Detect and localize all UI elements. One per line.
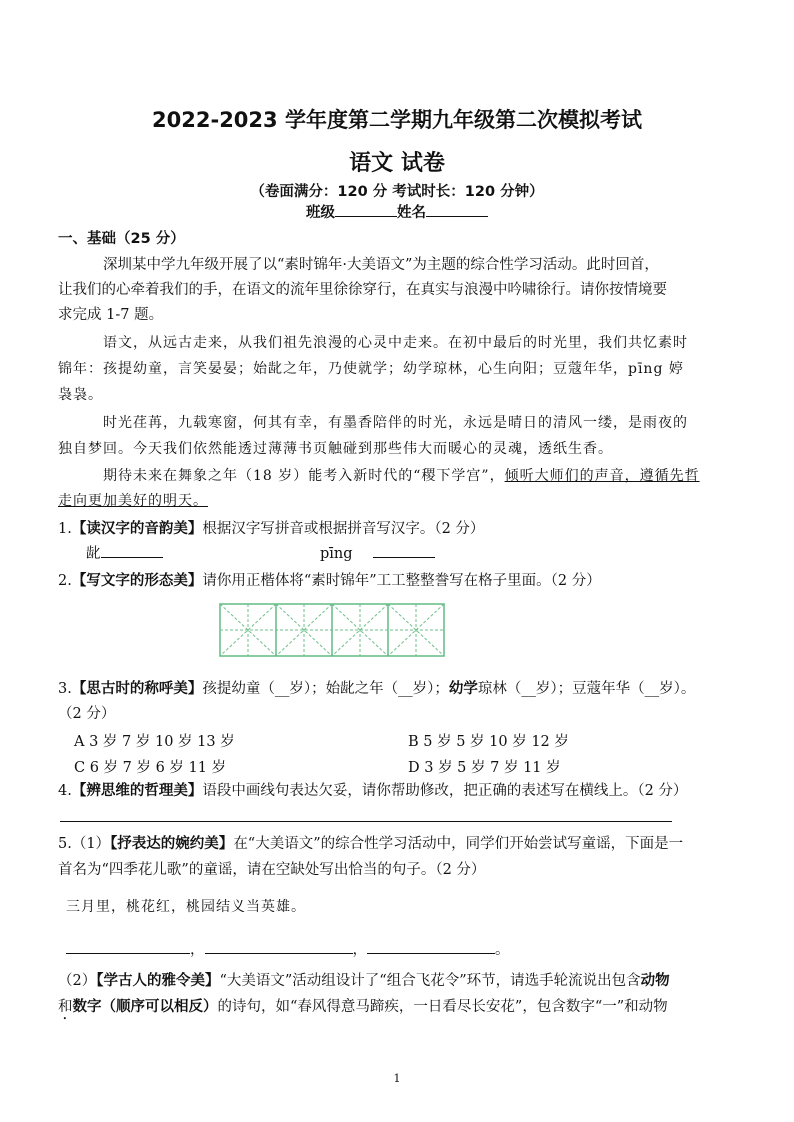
q5-period: 。 [495,942,510,958]
page-number: 1 [393,1072,401,1085]
q5-text1: 在“大美语文”的综合性学习活动中，同学们开始尝试写童谣，下面是一 [233,836,684,852]
intro-line-1: 深圳某中学九年级开展了以“素时锦年·大美语文”为主题的综合性学习活动。此时回首， [103,257,659,273]
q5-part2-text2: 的诗句，如“春风得意马蹄疾，一日看尽长安花”，包含数字“一”和动物 [217,999,668,1015]
passage-p3-text: 期待未来在舞象之年（18 岁）能考入新时代的“稷下学宫”， [103,468,505,484]
q1-char: 龀 [86,546,101,562]
question-4 [58,778,687,804]
q1-pinyin: pīng [320,546,353,562]
q5-and: 和 [58,999,73,1015]
passage-p2-line1: 时光荏苒，九载寒窗，何其有幸，有墨香陪伴的时光，永远是晴日的清风一缕，是雨夜的 [103,415,688,431]
intro-line-2: 让我们的心牵着我们的手，在语文的流年里徐徐穿行，在真实与浪漫中吟啸徐行。请你按情境要 [58,282,667,298]
question-5-line2: 首名为“四季花儿歌”的童谣，请在空缺处写出恰当的句子。（2 分） [58,862,486,878]
question-5-line1 [58,831,683,857]
q5-tag1: 【抒表达的婉约美】 [110,836,234,852]
section-heading: 一、基础（25 分） [58,231,185,247]
q5-blank-3[interactable] [367,939,495,954]
q3-text-a: 孩提幼童（__岁）；始龀之年（__岁）； [202,681,449,697]
question-2 [58,568,601,594]
name-label: 姓名 [397,205,426,221]
q5-part2-text: “大美语文”活动组设计了“组合飞花令”环节，请选手轮流说出包含 [219,973,641,989]
q1-tag: 【读汉字的音韵美】 [71,521,203,537]
q5-poem-line: 三月里，桃花红，桃园结义当英雄。 [66,899,306,915]
q4-tag: 【辨思维的哲理美】 [71,783,203,799]
q1-pinyin-blank[interactable] [373,543,435,558]
name-blank[interactable] [426,202,488,217]
q1-text: 根据汉字写拼音或根据拼音写汉字。（2 分） [202,521,485,537]
exam-title: 2022-2023 学年度第二学期九年级第二次模拟考试 [152,108,642,132]
subject-title: 语文 试卷 [349,151,445,176]
passage-p2-line2: 独自梦回。今天我们依然能透过薄薄书页触碰到那些伟大而暖心的灵魂，透纸生香。 [58,441,613,457]
q5-comma-1: ， [190,942,205,958]
intro-line-3: 求完成 1-7 题。 [58,307,164,323]
q5-animal-keyword: 动物 [640,973,670,989]
exam-meta: （卷面满分：120 分 考试时长：120 分钟） [250,184,544,200]
underlined-sentence-part1: 倾听大师们的声音，遵循先哲 [504,468,700,484]
q5-part2-line2 [58,994,668,1023]
q2-text: 请你用正楷体将“素时锦年”工工整整誊写在格子里面。（2 分） [202,573,601,589]
passage-p3-line1 [103,463,700,489]
q3-text-c: 琼林（__岁）；豆蔻年华（__岁）。 [477,681,696,697]
q3-option-c[interactable]: C 6 岁 7 岁 6 岁 11 岁 [74,760,227,776]
underlined-sentence-part2: 走向更加美好的明天。 [58,493,208,509]
q5-number: 5.（1） [58,836,111,852]
q1-pinyin-row [320,541,435,567]
q5-number-keyword: 数字（顺序可以相反） [72,999,218,1015]
passage-p1-line1: 语文，从远古走来，从我们祖先浪漫的心灵中走来。在初中最后的时光里，我们共忆素时 [103,335,688,351]
class-blank[interactable] [335,202,397,217]
q3-tag: 【思古时的称呼美】 [71,681,203,697]
q3-number: 3. [58,681,72,697]
student-info [0,201,794,222]
q5-blank-1[interactable] [66,939,190,954]
q3-score: （2 分） [58,706,116,722]
q5-part2-number: （2） [58,973,97,989]
q5-tag2: 【学古人的雅令美】 [96,973,220,989]
q5-part2-line1 [58,968,670,994]
q2-tag: 【写文字的形态美】 [71,573,203,589]
q1-answer-row [86,541,163,567]
q2-number: 2. [58,573,72,589]
q3-option-d[interactable]: D 3 岁 5 岁 7 岁 11 岁 [408,760,561,776]
class-label: 班级 [306,205,335,221]
q3-text-b: 幼学 [448,681,478,697]
q3-option-b[interactable]: B 5 岁 5 岁 10 岁 12 岁 [408,734,569,750]
q4-answer-line[interactable] [60,821,672,822]
q5-fill-row [66,937,510,963]
question-1 [58,516,484,542]
q5-blank-2[interactable] [205,939,353,954]
q1-char-blank[interactable] [101,543,163,558]
writing-grid[interactable] [218,602,448,658]
q4-text: 语段中画线句表达欠妥，请你帮助修改，把正确的表述写在横线上。（2 分） [202,783,688,799]
q4-number: 4. [58,783,72,799]
passage-p1-line3: 袅袅。 [58,387,103,403]
q1-number: 1. [58,521,72,537]
q5-comma-2: ， [352,942,367,958]
passage-p1-line2: 锦年：孩提幼童，言笑晏晏；始龀之年，乃使就学；幼学琼林，心生向阳；豆蔻年华，pīng 婷 [58,361,684,377]
q3-option-a[interactable]: A 3 岁 7 岁 10 岁 13 岁 [74,734,235,750]
question-3 [58,676,695,702]
